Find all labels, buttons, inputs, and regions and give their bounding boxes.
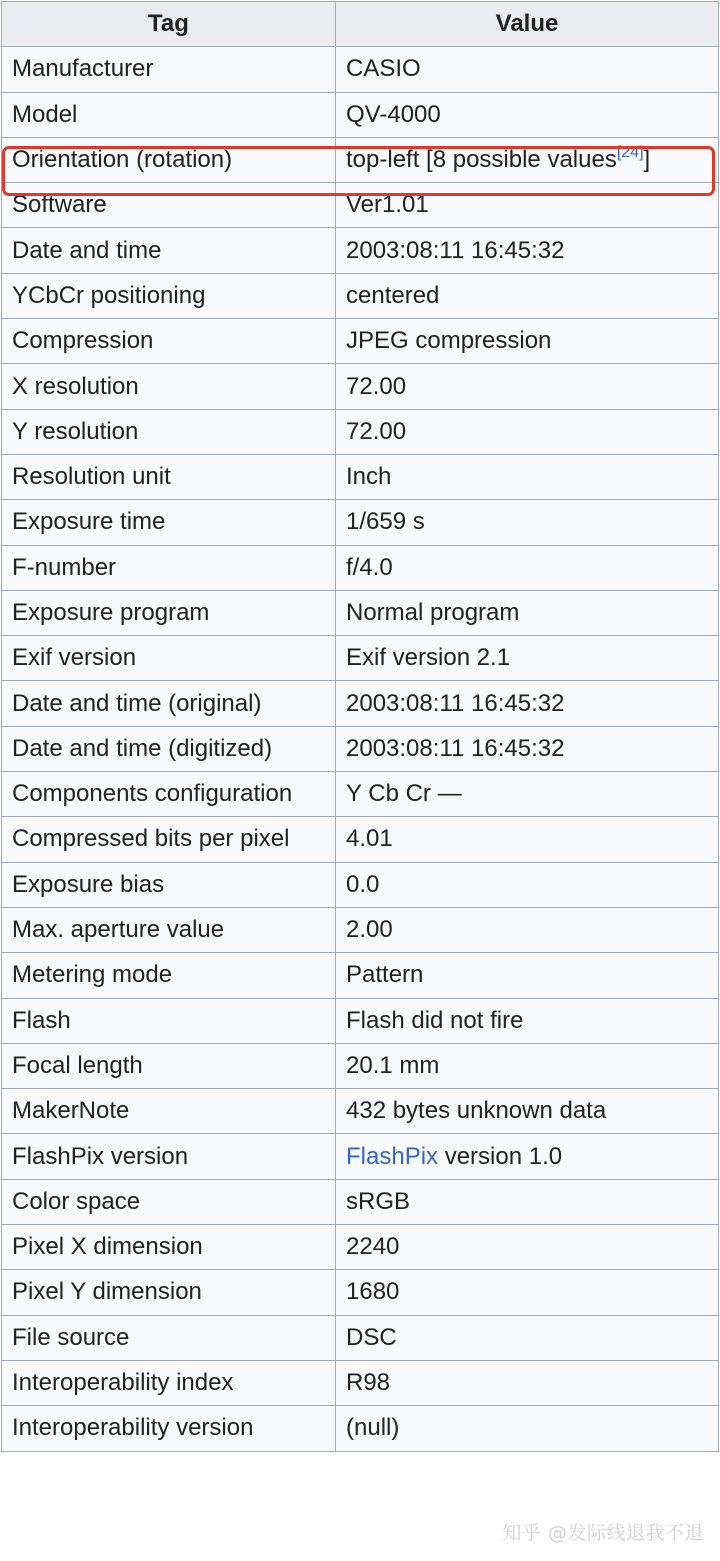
value-cell bbox=[336, 1179, 719, 1224]
value-cell bbox=[336, 1406, 719, 1451]
header-tag: Tag bbox=[2, 2, 336, 47]
value-cell bbox=[336, 364, 719, 409]
value-text: 0.0 bbox=[346, 870, 380, 898]
tag-cell: Focal length bbox=[2, 1043, 336, 1088]
value-cell bbox=[336, 726, 719, 771]
table-row bbox=[2, 1134, 719, 1179]
tag-cell: Metering mode bbox=[2, 953, 336, 998]
tag-cell: Pixel Y dimension bbox=[2, 1270, 336, 1315]
table-row bbox=[2, 364, 719, 409]
flashpix-link[interactable]: FlashPix bbox=[346, 1142, 439, 1170]
tag-cell: Interoperability version bbox=[2, 1406, 336, 1451]
value-text: QV-4000 bbox=[346, 100, 441, 128]
tag-cell: YCbCr positioning bbox=[2, 273, 336, 318]
value-cell bbox=[336, 183, 719, 228]
tag-cell: Date and time bbox=[2, 228, 336, 273]
table-row bbox=[2, 500, 719, 545]
tag-cell: Manufacturer bbox=[2, 47, 336, 92]
value-cell bbox=[336, 500, 719, 545]
table-row bbox=[2, 1089, 719, 1134]
tag-cell: Exposure time bbox=[2, 500, 336, 545]
value-text: Exif version 2.1 bbox=[346, 644, 511, 672]
value-cell bbox=[336, 907, 719, 952]
value-cell bbox=[336, 817, 719, 862]
value-text: 72.00 bbox=[346, 417, 407, 445]
value-cell bbox=[336, 137, 719, 182]
table-row bbox=[2, 47, 719, 92]
value-text: CASIO bbox=[346, 55, 421, 83]
value-cell bbox=[336, 1315, 719, 1360]
tag-cell: Max. aperture value bbox=[2, 907, 336, 952]
watermark: 知乎 @发际线退我不退 bbox=[502, 1522, 704, 1544]
tag-cell: Model bbox=[2, 92, 336, 137]
table-row bbox=[2, 726, 719, 771]
value-cell bbox=[336, 1270, 719, 1315]
table-row bbox=[2, 545, 719, 590]
tag-cell: Orientation (rotation) bbox=[2, 137, 336, 182]
table-row bbox=[2, 772, 719, 817]
value-suffix: ] bbox=[643, 146, 651, 174]
value-text: (null) bbox=[346, 1414, 400, 1442]
value-cell bbox=[336, 1089, 719, 1134]
value-text: Pattern bbox=[346, 961, 424, 989]
tag-cell: Software bbox=[2, 183, 336, 228]
tag-cell: X resolution bbox=[2, 364, 336, 409]
value-cell bbox=[336, 590, 719, 635]
tag-cell: FlashPix version bbox=[2, 1134, 336, 1179]
value-cell bbox=[336, 862, 719, 907]
value-cell bbox=[336, 319, 719, 364]
table-row bbox=[2, 1179, 719, 1224]
tag-cell: Exposure program bbox=[2, 590, 336, 635]
value-text: 2240 bbox=[346, 1233, 400, 1261]
value-text: centered bbox=[346, 281, 440, 309]
value-text: 2003:08:11 16:45:32 bbox=[346, 236, 565, 264]
tag-cell: MakerNote bbox=[2, 1089, 336, 1134]
header-row bbox=[2, 2, 719, 47]
value-text: JPEG compression bbox=[346, 327, 552, 355]
table-row bbox=[2, 1406, 719, 1451]
value-cell bbox=[336, 636, 719, 681]
value-cell bbox=[336, 953, 719, 998]
value-cell bbox=[336, 1043, 719, 1088]
table-row bbox=[2, 1270, 719, 1315]
value-text: sRGB bbox=[346, 1187, 411, 1215]
value-text: Inch bbox=[346, 463, 392, 491]
table-row bbox=[2, 454, 719, 499]
tag-cell: Date and time (original) bbox=[2, 681, 336, 726]
value-cell bbox=[336, 228, 719, 273]
value-cell bbox=[336, 998, 719, 1043]
table-row bbox=[2, 862, 719, 907]
exif-table bbox=[1, 1, 719, 1452]
value-text: 1/659 s bbox=[346, 508, 425, 536]
table-row bbox=[2, 1315, 719, 1360]
value-text: DSC bbox=[346, 1323, 397, 1351]
value-cell bbox=[336, 772, 719, 817]
table-row bbox=[2, 137, 719, 182]
tag-cell: Date and time (digitized) bbox=[2, 726, 336, 771]
value-text: 432 bytes unknown data bbox=[346, 1097, 607, 1125]
value-text: R98 bbox=[346, 1369, 391, 1397]
tag-cell: Y resolution bbox=[2, 409, 336, 454]
table-row bbox=[2, 409, 719, 454]
value-text: 2.00 bbox=[346, 916, 393, 944]
table-row bbox=[2, 319, 719, 364]
table-row bbox=[2, 998, 719, 1043]
tag-cell: Pixel X dimension bbox=[2, 1225, 336, 1270]
header-value: Value bbox=[336, 2, 719, 47]
value-cell bbox=[336, 681, 719, 726]
tag-cell: Flash bbox=[2, 998, 336, 1043]
tag-cell: Color space bbox=[2, 1179, 336, 1224]
value-text: version 1.0 bbox=[438, 1142, 563, 1170]
table-row bbox=[2, 183, 719, 228]
tag-cell: Exif version bbox=[2, 636, 336, 681]
value-cell bbox=[336, 409, 719, 454]
tag-cell: File source bbox=[2, 1315, 336, 1360]
value-text: 2003:08:11 16:45:32 bbox=[346, 734, 565, 762]
value-text: Ver1.01 bbox=[346, 191, 429, 219]
table-row bbox=[2, 681, 719, 726]
value-cell bbox=[336, 1225, 719, 1270]
tag-cell: F-number bbox=[2, 545, 336, 590]
table-row bbox=[2, 1043, 719, 1088]
value-text: Y Cb Cr — bbox=[346, 780, 462, 808]
table-row bbox=[2, 1360, 719, 1405]
table-row bbox=[2, 228, 719, 273]
value-cell bbox=[336, 545, 719, 590]
value-cell bbox=[336, 1134, 719, 1179]
tag-cell: Compressed bits per pixel bbox=[2, 817, 336, 862]
value-text: f/4.0 bbox=[346, 553, 393, 581]
value-text: 1680 bbox=[346, 1278, 400, 1306]
value-text: 4.01 bbox=[346, 825, 393, 853]
value-text: Normal program bbox=[346, 599, 520, 626]
value-cell bbox=[336, 273, 719, 318]
table-row bbox=[2, 273, 719, 318]
table-row bbox=[2, 1225, 719, 1270]
value-cell bbox=[336, 454, 719, 499]
value-cell bbox=[336, 47, 719, 92]
tag-cell: Exposure bias bbox=[2, 862, 336, 907]
table-row bbox=[2, 953, 719, 998]
value-text: Flash did not fire bbox=[346, 1006, 524, 1034]
table-row bbox=[2, 92, 719, 137]
value-text: 20.1 mm bbox=[346, 1051, 440, 1079]
tag-cell: Resolution unit bbox=[2, 454, 336, 499]
value-text: 72.00 bbox=[346, 372, 407, 400]
table-row bbox=[2, 907, 719, 952]
reference-link[interactable]: [24] bbox=[616, 144, 644, 162]
tag-cell: Interoperability index bbox=[2, 1360, 336, 1405]
value-text: 2003:08:11 16:45:32 bbox=[346, 689, 565, 717]
table-row bbox=[2, 636, 719, 681]
tag-cell: Components configuration bbox=[2, 772, 336, 817]
value-cell bbox=[336, 1360, 719, 1405]
value-text: top-left [8 possible values bbox=[346, 146, 617, 174]
value-cell bbox=[336, 92, 719, 137]
table-row bbox=[2, 817, 719, 862]
tag-cell: Compression bbox=[2, 319, 336, 364]
table-row bbox=[2, 590, 719, 635]
